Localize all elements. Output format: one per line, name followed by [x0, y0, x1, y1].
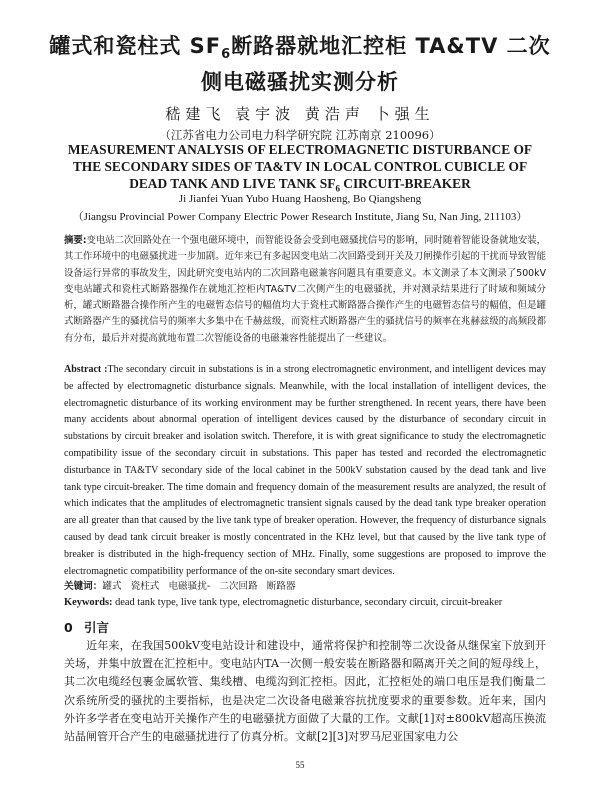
keywords-en-label: Keywords:	[64, 597, 113, 608]
keywords-zh-label: 关键词：	[64, 581, 103, 592]
abstract-en-label: Abstract :	[64, 364, 108, 375]
title-en-line3: DEAD TANK AND LIVE TANK $SF_6$ CIRCUIT-BREAKER	[129, 176, 471, 194]
title-en-subscript: 6	[335, 183, 340, 194]
authors-en: Ji Jianfei Yuan Yubo Huang Haosheng, Bo Qiangsheng	[178, 193, 422, 205]
title-en-line1: MEASUREMENT ANALYSIS OF ELECTROMAGNETIC DISTURBANCE OF	[67, 142, 533, 157]
page-number: 55	[295, 760, 305, 770]
abstract-en	[64, 362, 546, 580]
affiliation-en: （Jiangsu Provincial Power Company Electric Power Research Institute, Jiang Su, Nan Jing, 211103）	[72, 211, 528, 223]
abstract-en-text: The secondary circuit in substations is in a strong electromagnetic environment, and intelligent devices may be affected by electromagnetic disturbance signals. Meanwhile, with the local installation of intelligent devices, the electromagnetic disturbance of its working environment may be further strengthened. In recent years, there have been many accidents about abnormal operation of intelligent devices caused by the disturbance of secondary circuit in substations by circuit breaker and isolation switch. Therefore, it is with great significance to study the electromagnetic compatibility issue of the secondary circuit in substations. This paper has tested and recorded the electromagnetic disturbance in TA&TV secondary side of the local cabinet in the 500kV substation caused by the dead tank and live tank type circuit-breaker. The time domain and frequency domain of the measurement results are analyzed, the result of which indicates that the amplitudes of electromagnetic transient signals caused by the dead tank type breaker operation are all greater than that caused by the live tank type of breaker operation. However, the frequency of disturbance signals caused by dead tank circuit breaker is mostly concentrated in the KHz level, but that caused by the live tank type of breaker is distributed in the high-frequency section of MHz. Finally, some suggestions are proposed to improve the electromagnetic compatibility performance of the on-site secondary smart devices.	[64, 364, 547, 577]
abstract-zh-text: 变电站二次回路处在一个强电磁环境中，而智能设备会受到电磁骚扰信号的影响，同时随着智能设备就地安装，其工作环境中的电磁骚扰进一步加剧。近年来已有多起因变电站二次回路受到开关及刀闸操作引起的干扰而导致智能设备运行异常的事故发生，因此研究变电站内的二次回路电磁兼容问题具有重要意义。本文测录了本文测录了500kV变电站罐式和瓷柱式断路器操作在就地汇控柜内TA&TV二次侧产生的电磁骚扰，并对测录结果进行了时域和频域分析，罐式断路器合操作所产生的电磁暂态信号的幅值均大于瓷柱式断路器合操作产生的电磁暂态信号的幅值，但是罐式断路器产生的骚扰信号的频率大多集中在千赫兹级，而瓷柱式断路器产生的骚扰信号的频率在兆赫兹级的高频段都有分布，最后并对提高就地布置二次智能设备的电磁兼容性能提出了一些建议。	[64, 235, 547, 344]
authors-zh: 嵇建飞 袁宇波 黄浩声 卜强生	[165, 105, 435, 123]
body-paragraph: 近年来，在我国500kV变电站设计和建设中，通常将保护和控制等二次设备从继保室下放到开关场，并集中放置在汇控柜中。变电站内TA一次侧一般安装在断路器和隔离开关之间的短母线上，其二次电缆经包裹金属软管、集线槽、电缆沟到汇控柜。因此，汇控柜处的端口电压是我们衡量二次系统所受的骚扰的主要指标，也是决定二次设备电磁兼容抗扰度要求的重要参数。近年来，国内外许多学者在变电站开关操作产生的电磁骚扰方面做了大量的工作。文献[1]对±800kV超高压换流站晶闸管开合产生的电磁骚扰进行了仿真分析。文献[2][3]对罗马尼亚国家电力公	[64, 639, 546, 744]
abstract-zh-label: 摘要:	[64, 235, 87, 246]
title-zh-line2: 侧电磁骚扰实测分析	[201, 70, 399, 94]
title-zh-subscript: 6	[221, 47, 232, 63]
section-number: 0	[64, 620, 73, 635]
affiliation-zh: （江苏省电力公司电力科学研究院 江苏南京 210096）	[159, 128, 441, 142]
title-zh-line1: 罐式和瓷柱式 $SF_6$断路器就地汇控柜 TA&TV 二次	[49, 34, 551, 63]
title-en-line2: THE SECONDARY SIDES OF TA&TV IN LOCAL CONTROL CUBICLE OF	[72, 159, 528, 174]
keywords-zh	[64, 578, 546, 592]
keywords-zh-items: 罐式 瓷柱式 电磁骚扰- 二次回路 断路器	[102, 581, 296, 592]
section-title: 引言	[84, 620, 110, 635]
section-heading	[64, 618, 109, 636]
body-text-zh	[64, 637, 546, 746]
abstract-zh	[64, 233, 546, 347]
keywords-en	[64, 597, 546, 608]
keywords-en-items: dead tank type, live tank type, electromagnetic disturbance, secondary circuit, circuit-breaker	[115, 597, 503, 608]
